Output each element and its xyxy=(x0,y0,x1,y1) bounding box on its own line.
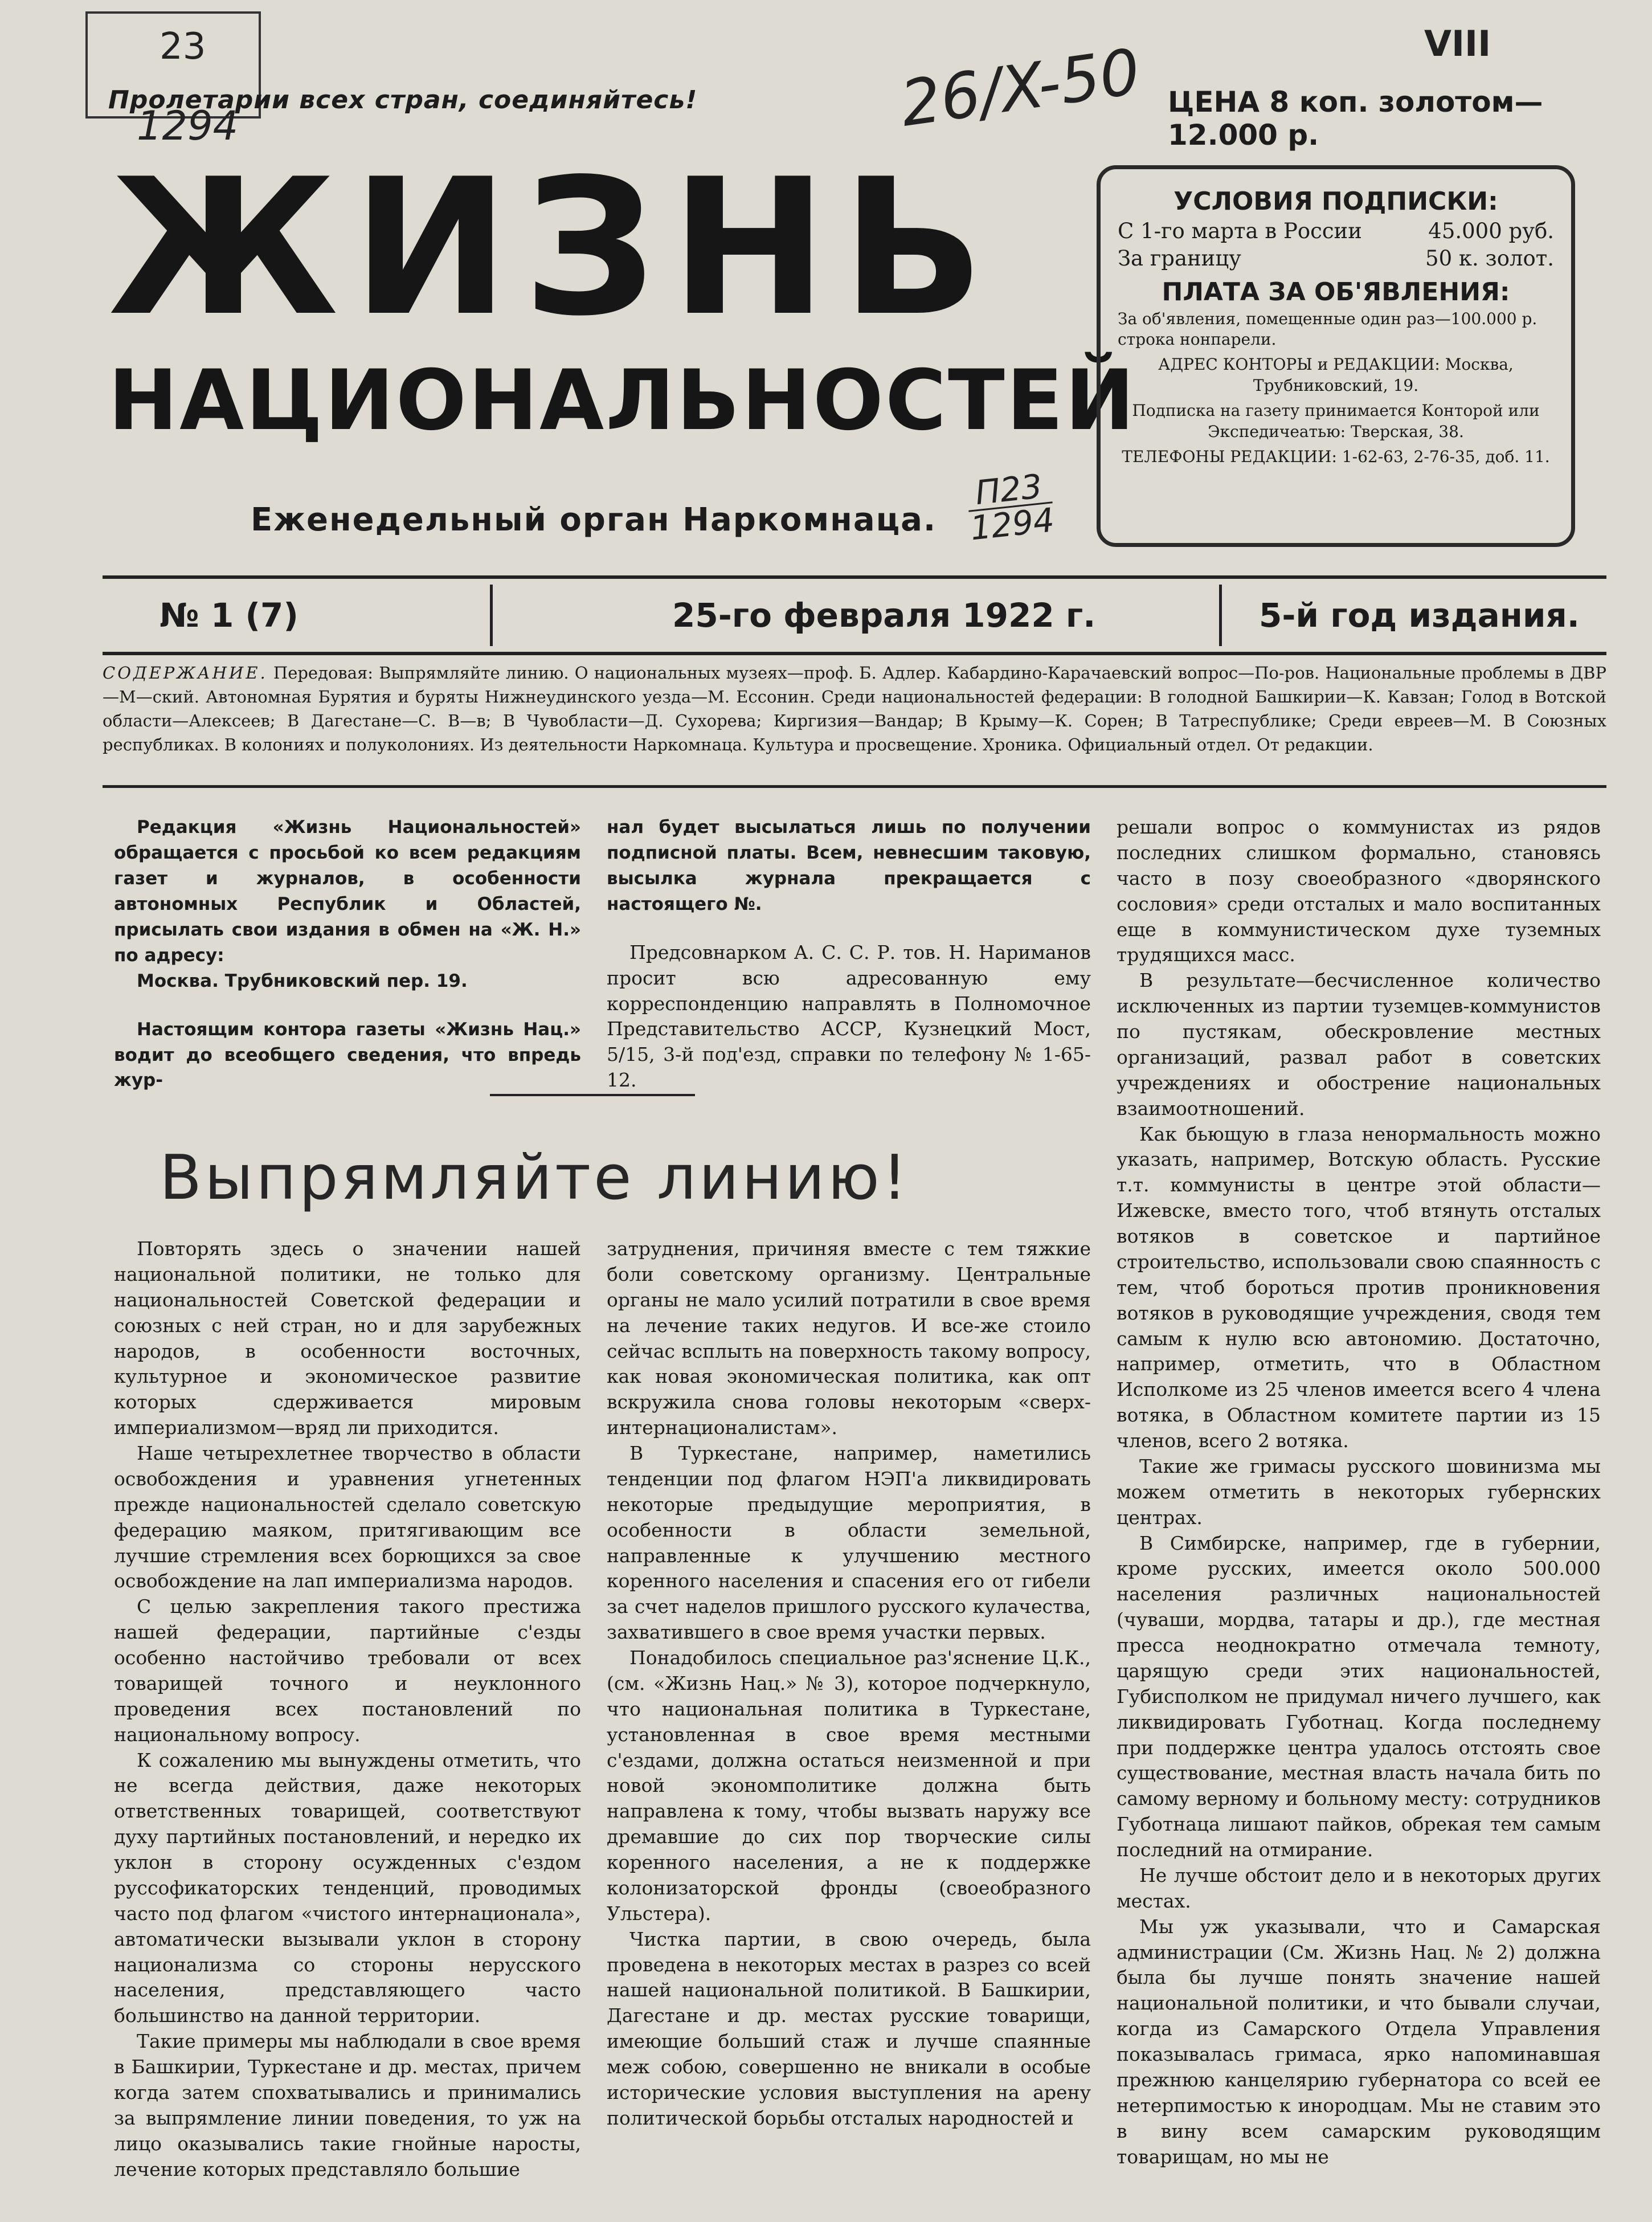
article-paragraph: Повторять здесь о значении нашей национальной политики, не только для национальностей Советской федерации и союзных с ней стран, но и для зарубежных народов, в особенности восточных, культурное и экономическое развитие которых сдерживается мировым империализмом—вряд ли приходится. xyxy=(114,1237,581,1439)
table-of-contents xyxy=(103,661,1606,757)
ads-heading: ПЛАТА ЗА ОБ'ЯВЛЕНИЯ: xyxy=(1162,277,1510,307)
subscription-row-label: За границу xyxy=(1118,246,1241,271)
article-paragraph: Чистка партии, в свою очередь, была проведена в некоторых местах в разрез со всей нашей национальной политикой. В Башкирии, Дагестане и др. местах русские товарищи, имеющие больший стаж и лучше спаянные меж собою, совершенно не вникали в особые исторические условия выступления на арену политической борьбы отсталых народностей и xyxy=(607,1927,1091,2129)
dateline-bar xyxy=(103,575,1606,655)
stamp-number: 23 xyxy=(160,26,206,68)
masthead-tagline: Еженедельный орган Наркомнаца. xyxy=(251,501,937,538)
masthead-title: ЖИЗНЬ xyxy=(108,138,999,357)
article-paragraph: Не лучше обстоит дело и в некоторых других местах. xyxy=(1117,1864,1601,1912)
article-column-2 xyxy=(607,1236,1091,2131)
article-paragraph: В результате—бесчисленное количество исключенных из партии туземцев-коммунистов по пустякам, обескровление местных организаций, развал работ в советских учреждениях и обострение национальных взаимоотношений. xyxy=(1117,969,1601,1120)
ads-rate: За об'явления, помещенные один раз—100.000 р. строка нонпарели. xyxy=(1118,309,1537,349)
nariman-notice: Предсовнарком А. С. С. Р. тов. Н. Нариманов просит всю адресованную ему корреспонденцию направлять в Полномочное Представительство АССР, Кузнецкий Мост, 5/15, 3-й под'езд, справки по телефону № 1-65-12. xyxy=(607,941,1091,1092)
subscription-accepted: Подписка на газету принимается Конторой или Экспедичеатью: Тверская, 38. xyxy=(1132,401,1540,441)
masthead-subtitle: НАЦИОНАЛЬНОСТЕЙ xyxy=(108,352,1136,449)
issue-number: № 1 (7) xyxy=(160,596,298,635)
contents-label: СОДЕРЖАНИЕ. xyxy=(103,663,268,683)
editorial-notice-text: Редакция «Жизнь Национальностей» обращается с просьбой ко всем редакциям газет и журналов, в особенности автономных Республик и Областей, присылать свои издания в обмен на «Ж. Н.» по адресу: xyxy=(114,817,581,966)
issue-date: 25-го февраля 1922 г. xyxy=(672,596,1096,635)
article-column-3 xyxy=(1117,815,1601,2170)
editorial-phones: ТЕЛЕФОНЫ РЕДАКЦИИ: 1-62-63, 2-76-35, доб. 11. xyxy=(1122,447,1550,466)
handwritten-code xyxy=(965,467,1056,548)
office-notice-text: Настоящим контора газеты «Жизнь Нац.» водит до всеобщего сведения, что впредь жур- xyxy=(114,1019,581,1091)
contents-text: Передовая: Выпрямляйте линию. О национальных музеях—проф. Б. Адлер. Кабардино-Карачаевский вопрос—По-ров. Национальные проблемы в ДВР—М—ский. Автономная Бурятия и буряты Нижнеудинского уезда—М. Ессонин. Среди национальностей федерации: В голодной Башкирии—К. Кавзан; Голод в Вотской области—Алексеев; В Дагестане—С. В—в; В Чувобласти—Д. Сухорева; Киргизия—Вандар; В Крыму—К. Сорен; В Татреспублике; Среди евреев—М. В Союзных республиках. В колониях и полуколониях. Из деятельности Наркомнаца. Культура и просвещение. Хроника. Официальный отдел. От редакции. xyxy=(103,663,1606,755)
article-paragraph: Такие примеры мы наблюдали в свое время в Башкирии, Туркестане и др. местах, причем когда затем спохватывались и принимались за выпрямление линии поведения, то уж на лицо оказывались такие гнойные наросты, лечение которых представляло большие xyxy=(114,2030,581,2180)
issue-price: ЦЕНА 8 коп. золотом—12.000 р. xyxy=(1168,85,1543,152)
handwritten-code-top: П23 xyxy=(973,467,1044,513)
stamp-code: 1294 xyxy=(137,103,239,149)
article-paragraph: Мы уж указывали, что и Самарская администрации (См. Жизнь Нац. № 2) должна была бы лучше понять значение нашей национальной политики, и что бывали случаи, когда из Самарского Отдела Управления показывалась гримаса, ярко напоминавшая прежнюю канцелярию губернатора со всей ее нетерпимостью к инородцам. Мы не ставим это в вину всем самарским руководящим товарищам, но мы не xyxy=(1117,1915,1601,2168)
roman-numeral: VIII xyxy=(1424,23,1491,64)
subscription-row-value: 45.000 руб. xyxy=(1428,219,1554,244)
article-paragraph: К сожалению мы вынуждены отметить, что не всегда действия, даже некоторых ответственных товарищей, соответствуют духу партийных постановлений, и нередко их уклон в сторону осужденных с'ездом руссофикаторских тенденций, проводимых часто под флагом «чистого интернационала», автоматически вызывали уклон в сторону национализма со стороны нерусского населения, представляющего часто большинство на данной территории. xyxy=(114,1749,581,2027)
article-headline: Выпрямляйте линию! xyxy=(160,1142,910,1214)
article-paragraph: затруднения, причиняя вместе с тем тяжкие боли советскому организму. Центральные органы не мало усилий потратили в свое время на лечение таких недугов. И все-же стоило сейчас всплыть на поверхность такому вопросу, как новая экономическая политика, как опт вскружила снова головы некоторым «сверх-интернационалистам». xyxy=(607,1237,1091,1439)
subscription-row-value: 50 к. золот. xyxy=(1425,246,1554,271)
article-paragraph: Понадобилось специальное раз'яснение Ц.К., (см. «Жизнь Нац.» № 3), которое подчеркнуло, что национальная политика в Туркестане, установленная в свое время местными с'ездами, должна остаться неизменной и при новой экономполитике должна быть направлена к тому, чтобы вызвать наружу все дремавшие до сих пор творческие силы коренного населения, а не к поддержке колонизаторской фронды (своеобразного Ульстера). xyxy=(607,1647,1091,1925)
article-paragraph: Такие же гримасы русского шовинизма мы можем отметить в некоторых губернских центрах. xyxy=(1117,1455,1601,1529)
subscription-row-label: С 1-го марта в России xyxy=(1118,219,1362,244)
article-paragraph: решали вопрос о коммунистах из рядов последних слишком формально, становясь часто в позу своеобразного «дворянского сословия» среди отсталых и мало воспитанных еще в коммунистическом духе туземных трудящихся масс. xyxy=(1117,816,1601,966)
office-address: АДРЕС КОНТОРЫ и РЕДАКЦИИ: Москва, Трубниковский, 19. xyxy=(1158,355,1514,395)
editorial-notice-address: Москва. Трубниковский пер. 19. xyxy=(137,970,468,991)
article-paragraph: С целью закрепления такого престижа нашей федерации, партийные с'езды особенно настойчиво требовали от всех товарищей точного и неуклонного проведения всех постановлений по национальному вопросу. xyxy=(114,1595,581,1746)
publication-year: 5-й год издания. xyxy=(1259,596,1580,635)
notice-column-2 xyxy=(607,815,1091,1093)
dateline-divider xyxy=(490,585,493,646)
dateline-divider xyxy=(1219,585,1222,646)
article-paragraph: Наше четырехлетнее творчество в области освобождения и уравнения угнетенных прежде национальностей сделало советскую федерацию маяком, притягивающим все лучшие стремления всех борющихся за свое освобождение на лап империализма народов. xyxy=(114,1442,581,1592)
subscription-box xyxy=(1097,165,1575,547)
contents-rule xyxy=(103,785,1606,788)
headline-rule xyxy=(490,1094,695,1096)
article-paragraph: В Симбирске, например, где в губернии, кроме русских, имеется около 500.000 населения различных национальностей (чуваши, мордва, татары и др.), где местная пресса неоднократно отмечала темноту, царящую среди этих национальностей, Губисполком не придумал ничего лучшего, как ликвидировать Губотнац. Когда последнему при поддержке центра удалось отстоять свое существование, местная власть начала бить по самому верному и больному месту: сотрудников Губотнаца лишают пайков, обрекая тем самым последний на отмирание. xyxy=(1117,1531,1601,1861)
office-notice-continued: нал будет высылаться лишь по получении подписной платы. Всем, невнесшим таковую, высылка журнала прекращается с настоящего №. xyxy=(607,817,1091,914)
article-column-1 xyxy=(114,1236,581,2182)
editorial-notice xyxy=(114,815,581,1093)
subscription-row xyxy=(1118,218,1554,245)
handwritten-code-bottom: 1294 xyxy=(968,500,1056,548)
masthead-slogan: Пролетарии всех стран, соединяйтесь! xyxy=(108,85,698,115)
handwritten-date: 26/X-50 xyxy=(896,35,1144,141)
article-paragraph: Как бьющую в глаза ненормальность можно указать, например, Вотскую область. Русские т.т. коммунисты в центре этой области—Ижевске, вместо того, чтоб втянуть отсталых вотяков в советское и партийное строительство, использовали свою спаянность с тем, чтоб бороться против проникновения вотяков в руководящие учреждения, сводя тем самым к нулю всю автономию. Достаточно, например, отметить, что в Областном Исполкоме из 25 членов имеется всего 4 члена вотяка, в Областном комитете партии из 15 членов, всего 2 вотяка. xyxy=(1117,1122,1601,1452)
subscription-heading: УСЛОВИЯ ПОДПИСКИ: xyxy=(1173,187,1498,216)
article-paragraph: В Туркестане, например, наметились тенденции под флагом НЭП'а ликвидировать некоторые предыдущие мероприятия, в особенности в области земельной, направленные к улучшению местного коренного населения и спасения его от гибели за счет наделов пришлого русского кулачества, захватившего в свое время участки первых. xyxy=(607,1442,1091,1644)
subscription-row xyxy=(1118,245,1554,272)
